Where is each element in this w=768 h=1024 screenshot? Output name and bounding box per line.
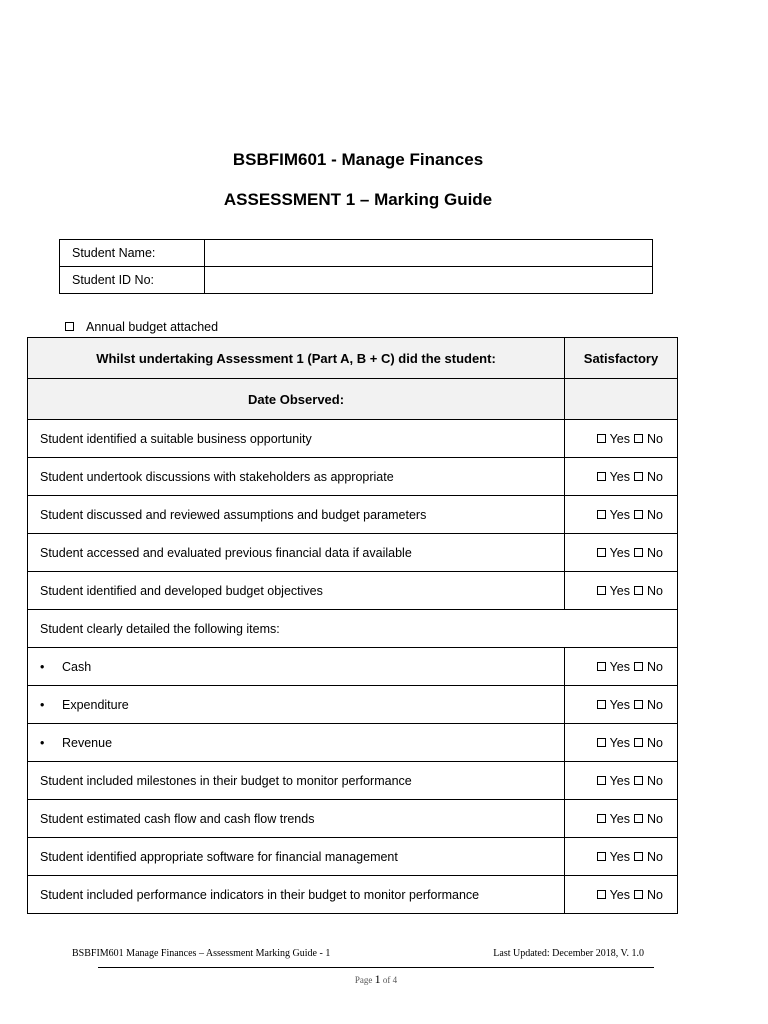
yes-no-cell bbox=[565, 572, 678, 610]
yes-label: Yes bbox=[609, 697, 631, 712]
no-label: No bbox=[647, 697, 663, 712]
document-subtitle: ASSESSMENT 1 – Marking Guide bbox=[223, 190, 493, 209]
no-checkbox[interactable] bbox=[634, 472, 643, 481]
no-checkbox[interactable] bbox=[634, 510, 643, 519]
yes-no-cell bbox=[565, 838, 678, 876]
no-checkbox[interactable] bbox=[634, 776, 643, 785]
guide-row bbox=[28, 876, 678, 914]
attachment-item bbox=[65, 320, 218, 334]
guide-row-criterion bbox=[28, 648, 565, 686]
no-checkbox[interactable] bbox=[634, 890, 643, 899]
criterion-text: Student estimated cash flow and cash flow trends bbox=[40, 811, 315, 826]
no-checkbox[interactable] bbox=[634, 852, 643, 861]
guide-row-criterion bbox=[28, 686, 565, 724]
yes-checkbox[interactable] bbox=[597, 852, 606, 861]
no-checkbox[interactable] bbox=[634, 434, 643, 443]
yes-label: Yes bbox=[609, 811, 631, 826]
no-checkbox[interactable] bbox=[634, 700, 643, 709]
guide-row bbox=[28, 572, 678, 610]
yes-no-cell bbox=[565, 534, 678, 572]
yes-checkbox[interactable] bbox=[597, 890, 606, 899]
no-label: No bbox=[647, 431, 663, 446]
yes-no-cell bbox=[565, 648, 678, 686]
no-checkbox[interactable] bbox=[634, 814, 643, 823]
document-title: BSBFIM601 - Manage Finances bbox=[232, 150, 484, 169]
page-prefix: Page bbox=[354, 975, 373, 985]
page-suffix: of 4 bbox=[382, 975, 398, 985]
guide-row bbox=[28, 648, 678, 686]
yes-no-cell bbox=[565, 686, 678, 724]
footer-divider bbox=[98, 967, 654, 968]
yes-label: Yes bbox=[609, 583, 631, 598]
guide-row bbox=[28, 458, 678, 496]
date-observed-label: Date Observed: bbox=[247, 391, 345, 407]
guide-row-criterion bbox=[28, 572, 565, 610]
criterion-text: Student undertook discussions with stakeholders as appropriate bbox=[40, 469, 394, 484]
yes-label: Yes bbox=[609, 773, 631, 788]
no-label: No bbox=[647, 887, 663, 902]
no-checkbox[interactable] bbox=[634, 662, 643, 671]
date-observed-value[interactable] bbox=[565, 379, 678, 420]
guide-row-criterion bbox=[28, 458, 565, 496]
guide-row-criterion bbox=[28, 724, 565, 762]
no-checkbox[interactable] bbox=[634, 738, 643, 747]
guide-row-text: Student clearly detailed the following items: bbox=[28, 610, 678, 648]
marking-guide-table bbox=[27, 337, 678, 914]
student-name-field[interactable] bbox=[205, 240, 653, 267]
bullet-icon: • bbox=[40, 735, 45, 750]
criterion-text: Student accessed and evaluated previous financial data if available bbox=[40, 545, 412, 560]
guide-row bbox=[28, 496, 678, 534]
attachment-checkbox[interactable] bbox=[65, 322, 74, 331]
attachment-label: Annual budget attached bbox=[86, 320, 219, 334]
student-id-label: Student ID No: bbox=[60, 267, 205, 294]
page-current: 1 bbox=[374, 972, 381, 986]
student-id-field[interactable] bbox=[205, 267, 653, 294]
no-label: No bbox=[647, 735, 663, 750]
guide-row-criterion bbox=[28, 762, 565, 800]
student-details-table bbox=[59, 239, 653, 294]
yes-label: Yes bbox=[609, 849, 631, 864]
guide-row bbox=[28, 838, 678, 876]
yes-no-cell bbox=[565, 420, 678, 458]
yes-label: Yes bbox=[609, 545, 631, 560]
no-label: No bbox=[647, 507, 663, 522]
yes-checkbox[interactable] bbox=[597, 586, 606, 595]
header-satisfactory: Satisfactory bbox=[565, 338, 678, 379]
criterion-text: Student included performance indicators in their budget to monitor performance bbox=[40, 887, 480, 902]
criterion-text: Student identified and developed budget objectives bbox=[40, 583, 323, 598]
yes-label: Yes bbox=[609, 431, 631, 446]
guide-row-criterion bbox=[28, 420, 565, 458]
guide-header-row bbox=[28, 338, 678, 379]
guide-row bbox=[28, 420, 678, 458]
yes-checkbox[interactable] bbox=[597, 510, 606, 519]
criterion-text: Cash bbox=[62, 659, 92, 674]
no-label: No bbox=[647, 811, 663, 826]
criterion-text: Student discussed and reviewed assumptions and budget parameters bbox=[40, 507, 427, 522]
yes-checkbox[interactable] bbox=[597, 472, 606, 481]
yes-label: Yes bbox=[609, 659, 631, 674]
criterion-text: Student identified a suitable business opportunity bbox=[40, 431, 312, 446]
guide-row bbox=[28, 762, 678, 800]
guide-row bbox=[28, 534, 678, 572]
footer-right: Last Updated: December 2018, V. 1.0 bbox=[493, 948, 644, 959]
yes-no-cell bbox=[565, 496, 678, 534]
yes-label: Yes bbox=[609, 507, 631, 522]
yes-no-cell bbox=[565, 800, 678, 838]
guide-row-criterion bbox=[28, 800, 565, 838]
student-id-row bbox=[60, 267, 653, 294]
no-label: No bbox=[647, 659, 663, 674]
student-name-row bbox=[60, 240, 653, 267]
yes-no-cell bbox=[565, 762, 678, 800]
yes-label: Yes bbox=[609, 887, 631, 902]
criterion-text: Revenue bbox=[62, 735, 113, 750]
guide-row bbox=[28, 724, 678, 762]
criterion-text: Expenditure bbox=[62, 697, 129, 712]
yes-no-cell bbox=[565, 724, 678, 762]
no-label: No bbox=[647, 583, 663, 598]
bullet-icon: • bbox=[40, 697, 45, 712]
guide-row bbox=[28, 800, 678, 838]
yes-checkbox[interactable] bbox=[597, 738, 606, 747]
yes-label: Yes bbox=[609, 469, 631, 484]
guide-row-criterion bbox=[28, 496, 565, 534]
no-label: No bbox=[647, 773, 663, 788]
yes-no-cell bbox=[565, 876, 678, 914]
page-number bbox=[0, 972, 752, 987]
footer-left: BSBFIM601 Manage Finances – Assessment Marking Guide - 1 bbox=[72, 948, 331, 959]
guide-row-criterion bbox=[28, 838, 565, 876]
bullet-icon: • bbox=[40, 659, 45, 674]
no-label: No bbox=[647, 469, 663, 484]
guide-row-criterion bbox=[28, 876, 565, 914]
date-observed-cell bbox=[28, 379, 565, 420]
yes-checkbox[interactable] bbox=[597, 434, 606, 443]
guide-row bbox=[28, 686, 678, 724]
no-label: No bbox=[647, 849, 663, 864]
criterion-text: Student identified appropriate software for financial management bbox=[40, 849, 398, 864]
date-observed-row bbox=[28, 379, 678, 420]
yes-no-cell bbox=[565, 458, 678, 496]
yes-checkbox[interactable] bbox=[597, 700, 606, 709]
student-name-label: Student Name: bbox=[60, 240, 205, 267]
guide-row-criterion bbox=[28, 534, 565, 572]
no-checkbox[interactable] bbox=[634, 586, 643, 595]
criterion-text: Student included milestones in their budget to monitor performance bbox=[40, 773, 412, 788]
header-question: Whilst undertaking Assessment 1 (Part A, B + C) did the student: bbox=[28, 338, 565, 379]
yes-checkbox[interactable] bbox=[597, 662, 606, 671]
no-checkbox[interactable] bbox=[634, 548, 643, 557]
yes-checkbox[interactable] bbox=[597, 776, 606, 785]
yes-label: Yes bbox=[609, 735, 631, 750]
yes-checkbox[interactable] bbox=[597, 814, 606, 823]
no-label: No bbox=[647, 545, 663, 560]
guide-row bbox=[28, 610, 678, 648]
yes-checkbox[interactable] bbox=[597, 548, 606, 557]
